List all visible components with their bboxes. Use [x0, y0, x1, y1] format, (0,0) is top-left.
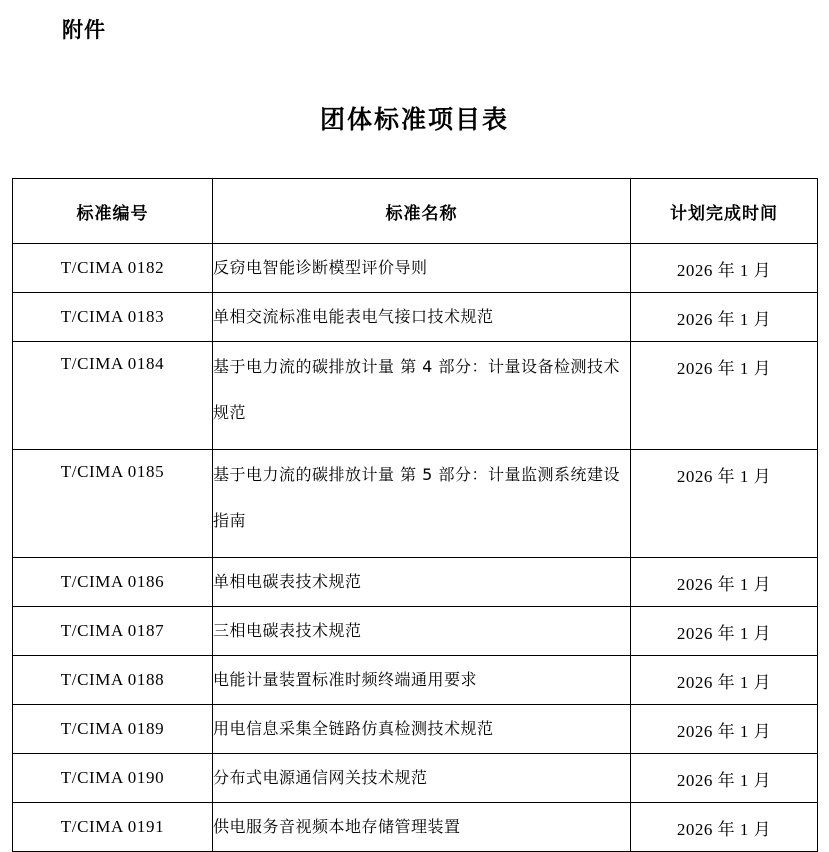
- cell-standard-name: 用电信息采集全链路仿真检测技术规范: [213, 705, 631, 754]
- column-header-date: 计划完成时间: [631, 179, 818, 244]
- cell-planned-date: 2026 年 1 月: [631, 293, 818, 342]
- cell-standard-code: T/CIMA 0184: [13, 342, 213, 450]
- standards-table-wrapper: [12, 178, 817, 852]
- page-title: 团体标准项目表: [319, 105, 509, 134]
- table-row: [13, 244, 818, 293]
- table-row: [13, 656, 818, 705]
- cell-planned-date: 2026 年 1 月: [631, 705, 818, 754]
- cell-standard-code: T/CIMA 0190: [13, 754, 213, 803]
- cell-standard-code: T/CIMA 0188: [13, 656, 213, 705]
- cell-standard-code: T/CIMA 0187: [13, 607, 213, 656]
- cell-standard-code: T/CIMA 0189: [13, 705, 213, 754]
- attachment-label: 附件: [62, 18, 106, 42]
- table-row: [13, 803, 818, 852]
- cell-standard-name: 基于电力流的碳排放计量 第 5 部分：计量监测系统建设指南: [213, 450, 631, 558]
- table-row: [13, 450, 818, 558]
- cell-planned-date: 2026 年 1 月: [631, 558, 818, 607]
- cell-standard-name: 反窃电智能诊断模型评价导则: [213, 244, 631, 293]
- cell-planned-date: 2026 年 1 月: [631, 450, 818, 558]
- table-row: [13, 754, 818, 803]
- table-row: [13, 342, 818, 450]
- table-row: [13, 705, 818, 754]
- cell-standard-name: 单相电碳表技术规范: [213, 558, 631, 607]
- cell-standard-code: T/CIMA 0186: [13, 558, 213, 607]
- cell-planned-date: 2026 年 1 月: [631, 342, 818, 450]
- cell-planned-date: 2026 年 1 月: [631, 656, 818, 705]
- cell-planned-date: 2026 年 1 月: [631, 754, 818, 803]
- cell-planned-date: 2026 年 1 月: [631, 244, 818, 293]
- cell-standard-name: 三相电碳表技术规范: [213, 607, 631, 656]
- cell-standard-name: 分布式电源通信网关技术规范: [213, 754, 631, 803]
- cell-standard-name: 单相交流标准电能表电气接口技术规范: [213, 293, 631, 342]
- standards-table: [12, 178, 818, 852]
- cell-standard-code: T/CIMA 0182: [13, 244, 213, 293]
- cell-standard-code: T/CIMA 0185: [13, 450, 213, 558]
- standards-table-body: [13, 244, 818, 852]
- cell-standard-code: T/CIMA 0183: [13, 293, 213, 342]
- table-header-row: [13, 179, 818, 244]
- table-row: [13, 558, 818, 607]
- cell-standard-name: 基于电力流的碳排放计量 第 4 部分：计量设备检测技术规范: [213, 342, 631, 450]
- column-header-code: 标准编号: [13, 179, 213, 244]
- cell-planned-date: 2026 年 1 月: [631, 803, 818, 852]
- cell-standard-name: 电能计量装置标准时频终端通用要求: [213, 656, 631, 705]
- column-header-name: 标准名称: [213, 179, 631, 244]
- cell-standard-code: T/CIMA 0191: [13, 803, 213, 852]
- cell-standard-name: 供电服务音视频本地存储管理装置: [213, 803, 631, 852]
- table-row: [13, 607, 818, 656]
- table-row: [13, 293, 818, 342]
- cell-planned-date: 2026 年 1 月: [631, 607, 818, 656]
